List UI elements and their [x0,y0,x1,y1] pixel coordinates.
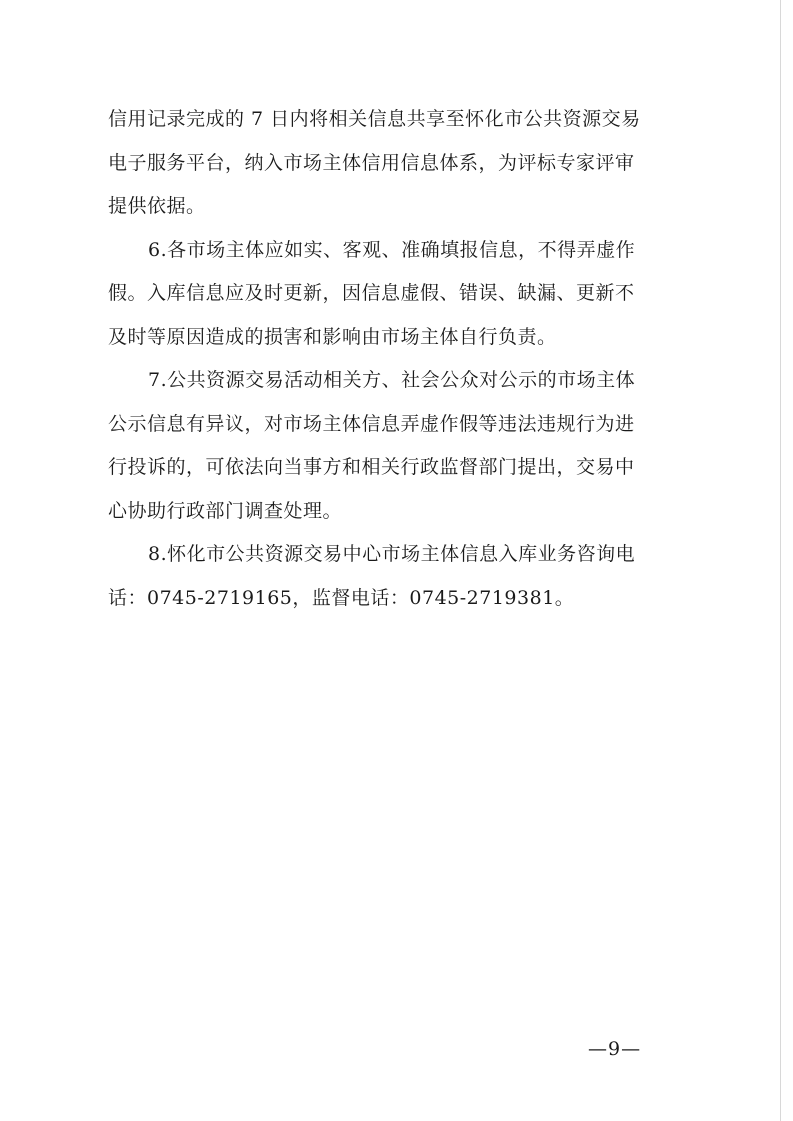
paragraph-line: 7.公共资源交易活动相关方、社会公众对公示的市场主体 [148,369,636,391]
paragraph-line: 及时等原因造成的损害和影响由市场主体自行负责。 [108,325,557,348]
paragraph-line: 话：0745-2719165，监督电话：0745-2719381。 [108,586,575,609]
paragraph-line: 心协助行政部门调查处理。 [108,499,343,522]
paragraph-line: 8.怀化市公共资源交易中心市场主体信息入库业务咨询电 [148,543,636,565]
paragraph-line: 假。入库信息应及时更新，因信息虚假、错误、缺漏、更新不 [108,282,635,304]
paragraph-line: 提供依据。 [108,195,206,217]
page-edge-divider [780,0,781,1121]
paragraph-line: 信用记录完成的 7 日内将相关信息共享至怀化市公共资源交易 [108,108,641,130]
document-body [108,98,688,620]
paragraph-line: 行投诉的，可依法向当事方和相关行政监督部门提出，交易中 [108,456,635,478]
paragraph-line: 公示信息有异议，对市场主体信息弄虚作假等违法违规行为进 [108,412,635,435]
page-number: —9— [588,1038,642,1060]
paragraph-line: 电子服务平台，纳入市场主体信用信息体系，为评标专家评审 [108,151,635,174]
paragraph-line: 6.各市场主体应如实、客观、准确填报信息，不得弄虚作 [148,238,636,261]
